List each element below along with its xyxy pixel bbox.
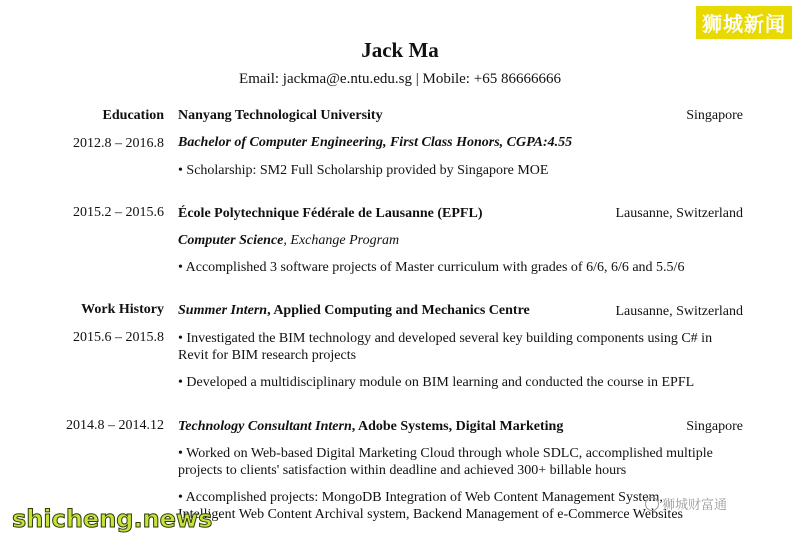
work-history-label: Work History: [81, 302, 164, 317]
location-ntu: Singapore: [686, 108, 743, 123]
watermark-logo-top: 狮城新闻: [696, 6, 792, 39]
dates-adobe: 2014.8 – 2014.12: [66, 418, 164, 433]
bullet-bim-1-cont: Revit for BIM research projects: [178, 348, 357, 363]
degree-ntu: Bachelor of Computer Engineering, First Class Honors, CGPA:4.55: [178, 135, 573, 150]
wechat-icon: [645, 497, 659, 511]
bullet-adobe-1-cont: projects to clients' satisfaction within deadline and achieved 300+ billable hours: [178, 463, 627, 478]
bullet-ntu: • Scholarship: SM2 Full Scholarship provided by Singapore MOE: [178, 163, 549, 178]
bullet-bim-1: • Investigated the BIM technology and developed several key building components using C# in: [178, 331, 713, 346]
resume-name: Jack Ma: [361, 38, 439, 62]
role-title: Technology Consultant Intern: [178, 419, 352, 434]
bullet-adobe-2: • Accomplished projects: MongoDB Integration of Web Content Management System,: [178, 490, 663, 505]
degree-epfl-program: , Exchange Program: [283, 233, 400, 248]
dates-ntu: 2012.8 – 2016.8: [73, 136, 164, 151]
dates-epfl-intern: 2015.6 – 2015.8: [73, 330, 164, 345]
location-adobe: Singapore: [686, 419, 743, 434]
role-title: Summer Intern: [178, 303, 268, 318]
role-org: , Applied Computing and Mechanics Centre: [267, 303, 530, 318]
dates-epfl: 2015.2 – 2015.6: [73, 205, 164, 220]
education-label: Education: [102, 108, 164, 123]
role-epfl-intern: [178, 303, 530, 319]
role-adobe: [178, 419, 563, 435]
role-org: , Adobe Systems, Digital Marketing: [351, 419, 564, 434]
degree-epfl: [178, 233, 399, 249]
location-epfl-intern: Lausanne, Switzerland: [615, 304, 743, 319]
watermark-logo-bottom: shicheng.news: [12, 505, 213, 533]
bullet-adobe-1: • Worked on Web-based Digital Marketing Cloud through whole SDLC, accomplished multiple: [178, 446, 713, 461]
bullet-epfl: • Accomplished 3 software projects of Master curriculum with grades of 6/6, 6/6 and 5.5/6: [178, 260, 685, 275]
location-epfl: Lausanne, Switzerland: [615, 206, 743, 221]
bullet-bim-2: • Developed a multidisciplinary module on BIM learning and conducted the course in EPFL: [178, 375, 695, 390]
school-ntu: Nanyang Technological University: [178, 108, 383, 123]
contact-line: Email: jackma@e.ntu.edu.sg | Mobile: +65 86666666: [239, 71, 561, 87]
bullet-adobe-2-cont: Intelligent Web Content Archival system, Backend Management of e-Commerce Websites: [178, 507, 683, 522]
school-epfl: École Polytechnique Fédérale de Lausanne (EPFL): [178, 206, 483, 221]
watermark-gray-text: 狮城财富通: [662, 498, 728, 513]
watermark-gray: [645, 494, 727, 513]
degree-epfl-major: Computer Science: [178, 233, 284, 248]
